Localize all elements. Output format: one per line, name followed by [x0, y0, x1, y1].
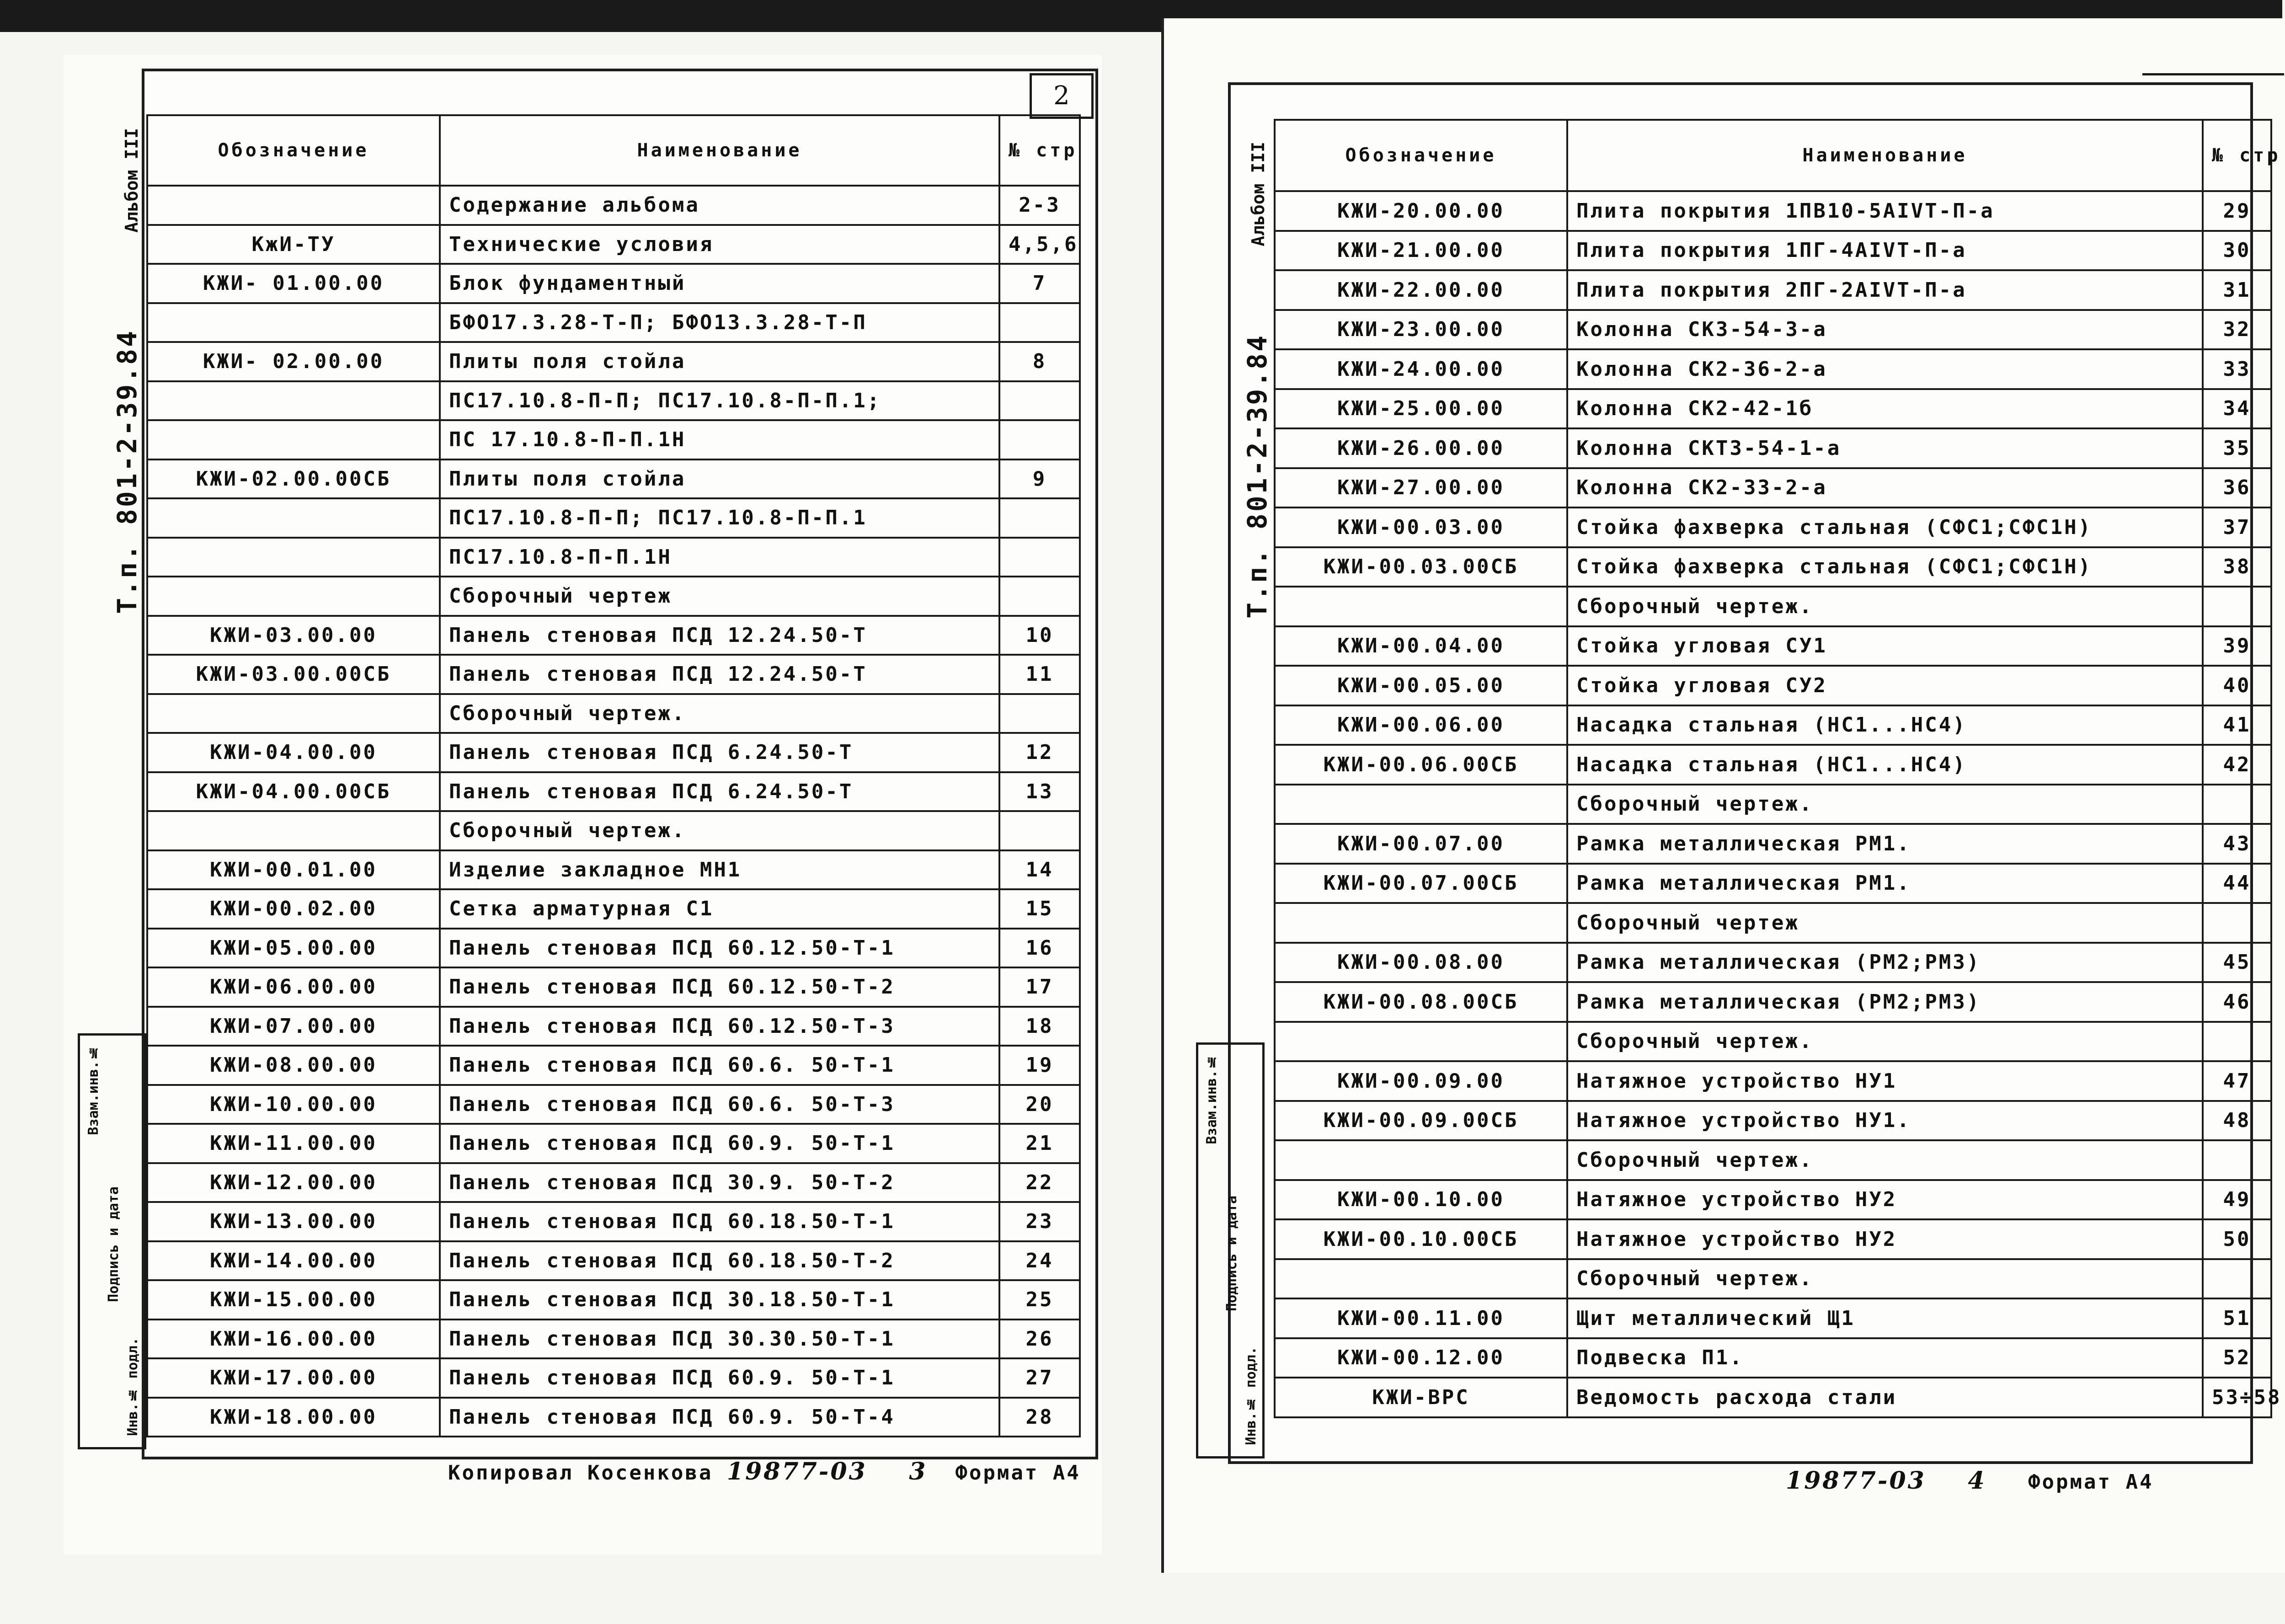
row-name: Плита покрытия 2ПГ-2АIVТ-П-а	[1567, 270, 2203, 310]
row-page: 13	[999, 772, 1080, 812]
row-designation: КЖИ-00.10.00	[1275, 1180, 1567, 1220]
row-page: 22	[999, 1163, 1080, 1202]
row-name: Плита покрытия 1ПВ10-5АIVТ-П-а	[1567, 191, 2203, 231]
row-page: 26	[999, 1320, 1080, 1359]
row-name: Сборочный чертеж	[1567, 903, 2203, 943]
row-designation: КЖИ-11.00.00	[147, 1124, 440, 1163]
row-page: 2-3	[999, 186, 1080, 225]
row-name: Ведомость расхода стали	[1567, 1378, 2203, 1417]
row-name: Плита покрытия 1ПГ-4АIVТ-П-а	[1567, 231, 2203, 271]
row-name: Колонна СК2-33-2-а	[1567, 468, 2203, 508]
footer-doc-number: 19877-03	[726, 1458, 867, 1485]
row-page	[2203, 785, 2271, 824]
row-page: 39	[2203, 626, 2271, 666]
row-page: 20	[999, 1085, 1080, 1124]
row-designation: КЖИ-04.00.00СБ	[147, 772, 440, 812]
contents-row	[147, 459, 1080, 499]
row-designation: КЖИ-05.00.00	[147, 929, 440, 968]
contents-row	[1275, 349, 2271, 389]
contents-row	[147, 225, 1080, 264]
row-name: Панель стеновая ПСД 12.24.50-Т	[440, 655, 999, 694]
row-name: Рамка металлическая (РМ2;РМ3)	[1567, 943, 2203, 983]
right-page	[1161, 18, 2285, 1573]
row-designation: КЖИ-10.00.00	[147, 1085, 440, 1124]
row-designation: КЖИ-21.00.00	[1275, 231, 1567, 271]
row-page: 18	[999, 1007, 1080, 1046]
row-page: 11	[999, 655, 1080, 694]
row-name: Стойка угловая СУ1	[1567, 626, 2203, 666]
footer-format: Формат А4	[955, 1461, 1081, 1485]
row-page	[999, 577, 1080, 616]
footer-name: Косенкова	[587, 1461, 713, 1485]
contents-row	[147, 1398, 1080, 1437]
row-name: Рамка металлическая РМ1.	[1567, 864, 2203, 903]
row-page: 49	[2203, 1180, 2271, 1220]
row-designation	[1275, 1022, 1567, 1062]
row-designation	[147, 381, 440, 421]
row-name: Панель стеновая ПСД 30.9. 50-Т-2	[440, 1163, 999, 1202]
row-page: 17	[999, 967, 1080, 1007]
right-side-code: Т.п. 801-2-39.84	[1242, 334, 1273, 619]
contents-row	[147, 694, 1080, 733]
contents-row	[147, 850, 1080, 890]
row-designation: КЖИ-14.00.00	[147, 1241, 440, 1281]
header-page: № стр	[2203, 120, 2271, 191]
row-page: 7	[999, 264, 1080, 303]
row-name: Сборочный чертеж	[440, 577, 999, 616]
row-designation	[147, 694, 440, 733]
row-name: Панель стеновая ПСД 30.30.50-Т-1	[440, 1320, 999, 1359]
contents-row	[147, 1320, 1080, 1359]
contents-row	[1275, 943, 2271, 983]
row-name: Панель стеновая ПСД 6.24.50-Т	[440, 772, 999, 812]
row-name: ПС17.10.8-П-П; ПС17.10.8-П-П.1;	[440, 381, 999, 421]
row-name: Панель стеновая ПСД 30.18.50-Т-1	[440, 1280, 999, 1320]
footer-sheet: 4	[1968, 1467, 1986, 1495]
row-designation: КЖИ-00.07.00	[1275, 824, 1567, 864]
row-page: 9	[999, 459, 1080, 499]
row-designation: КЖИ-00.08.00	[1275, 943, 1567, 983]
contents-row	[1275, 705, 2271, 745]
row-designation	[147, 811, 440, 850]
footer-sheet: 3	[909, 1458, 928, 1485]
row-page: 8	[999, 342, 1080, 381]
header-designation: Обозначение	[147, 115, 440, 186]
left-page	[64, 55, 1102, 1555]
contents-row	[147, 577, 1080, 616]
row-name: Стойка фахверка стальная (СФС1;СФС1Н)	[1567, 547, 2203, 587]
row-page: 45	[2203, 943, 2271, 983]
row-name: Сборочный чертеж.	[440, 694, 999, 733]
contents-row	[147, 1046, 1080, 1085]
row-page: 32	[2203, 310, 2271, 350]
contents-row	[1275, 903, 2271, 943]
contents-row	[147, 1358, 1080, 1398]
left-footer	[448, 1458, 1081, 1485]
row-name: Колонна СК2-42-1б	[1567, 389, 2203, 429]
row-name: Стойка фахверка стальная (СФС1;СФС1Н)	[1567, 508, 2203, 547]
row-designation	[147, 186, 440, 225]
row-name: Насадка стальная (НС1...НС4)	[1567, 745, 2203, 785]
contents-row	[1275, 270, 2271, 310]
stamp-inv-original: Инв.№ подл.	[1243, 1346, 1259, 1445]
row-name: Технические условия	[440, 225, 999, 264]
row-page: 27	[999, 1358, 1080, 1398]
row-page: 30	[2203, 231, 2271, 271]
row-page: 4,5,6	[999, 225, 1080, 264]
row-designation: КЖИ-00.04.00	[1275, 626, 1567, 666]
row-page	[999, 381, 1080, 421]
row-designation: КЖИ-00.02.00	[147, 889, 440, 929]
footer-format: Формат А4	[2028, 1470, 2154, 1494]
row-page: 25	[999, 1280, 1080, 1320]
contents-row	[1275, 626, 2271, 666]
row-page: 15	[999, 889, 1080, 929]
row-designation: КЖИ-00.03.00	[1275, 508, 1567, 547]
contents-row	[1275, 389, 2271, 429]
row-page: 21	[999, 1124, 1080, 1163]
contents-row	[147, 655, 1080, 694]
row-designation: КЖИ-00.10.00СБ	[1275, 1219, 1567, 1259]
row-name: Колонна СК3-54-3-а	[1567, 310, 2203, 350]
right-stamp	[1196, 1042, 1265, 1458]
row-name: Стойка угловая СУ2	[1567, 666, 2203, 705]
row-designation: КЖИ-00.09.00СБ	[1275, 1101, 1567, 1141]
row-designation	[1275, 785, 1567, 824]
contents-row	[1275, 1140, 2271, 1180]
footer-doc-number: 19877-03	[1786, 1467, 1926, 1495]
row-page: 29	[2203, 191, 2271, 231]
row-name: Сборочный чертеж.	[1567, 1022, 2203, 1062]
contents-row	[1275, 1378, 2271, 1417]
left-side-code: Т.п. 801-2-39.84	[112, 329, 143, 614]
row-designation: КЖИ-27.00.00	[1275, 468, 1567, 508]
row-page: 38	[2203, 547, 2271, 587]
contents-row	[147, 811, 1080, 850]
row-name: ПС 17.10.8-П-П.1Н	[440, 420, 999, 459]
row-name: БФО17.3.28-Т-П; БФО13.3.28-Т-П	[440, 303, 999, 342]
row-designation: КЖИ-15.00.00	[147, 1280, 440, 1320]
row-name: Колонна СКТ3-54-1-а	[1567, 428, 2203, 468]
row-page: 33	[2203, 349, 2271, 389]
row-name: Щит металлический Щ1	[1567, 1298, 2203, 1338]
right-frame-corner	[2142, 73, 2284, 75]
contents-row	[147, 264, 1080, 303]
row-name: Натяжное устройство НУ2	[1567, 1219, 2203, 1259]
row-designation: КЖИ-13.00.00	[147, 1202, 440, 1241]
contents-row	[147, 1163, 1080, 1202]
contents-row	[1275, 1259, 2271, 1299]
row-designation: КЖИ-26.00.00	[1275, 428, 1567, 468]
row-page: 24	[999, 1241, 1080, 1281]
row-designation: КЖИ-00.08.00СБ	[1275, 982, 1567, 1022]
row-name: Панель стеновая ПСД 6.24.50-Т	[440, 733, 999, 772]
row-designation: КЖИ-20.00.00	[1275, 191, 1567, 231]
contents-row	[1275, 547, 2271, 587]
row-page	[2203, 1022, 2271, 1062]
row-designation: КЖИ-00.12.00	[1275, 1338, 1567, 1378]
row-page: 19	[999, 1046, 1080, 1085]
contents-row	[147, 1124, 1080, 1163]
row-page: 41	[2203, 705, 2271, 745]
row-page: 51	[2203, 1298, 2271, 1338]
row-name: Колонна СК2-36-2-а	[1567, 349, 2203, 389]
row-name: Натяжное устройство НУ1.	[1567, 1101, 2203, 1141]
row-designation: КжИ-ТУ	[147, 225, 440, 264]
right-side-album: Альбом III	[1248, 142, 1268, 246]
row-name: Панель стеновая ПСД 12.24.50-Т	[440, 616, 999, 655]
row-page	[999, 420, 1080, 459]
row-name: Панель стеновая ПСД 60.12.50-Т-3	[440, 1007, 999, 1046]
contents-row	[1275, 982, 2271, 1022]
row-page: 40	[2203, 666, 2271, 705]
row-name: Панель стеновая ПСД 60.9. 50-Т-1	[440, 1124, 999, 1163]
contents-row	[1275, 468, 2271, 508]
contents-row	[147, 967, 1080, 1007]
contents-row	[1275, 785, 2271, 824]
row-designation: КЖИ-00.01.00	[147, 850, 440, 890]
row-name: Насадка стальная (НС1...НС4)	[1567, 705, 2203, 745]
contents-row	[1275, 310, 2271, 350]
row-designation	[1275, 903, 1567, 943]
row-designation: КЖИ-03.00.00СБ	[147, 655, 440, 694]
contents-row	[1275, 1219, 2271, 1259]
row-name: Панель стеновая ПСД 60.9. 50-Т-1	[440, 1358, 999, 1398]
row-designation: КЖИ-23.00.00	[1275, 310, 1567, 350]
contents-row	[147, 342, 1080, 381]
row-page	[2203, 1140, 2271, 1180]
row-page: 43	[2203, 824, 2271, 864]
right-footer	[1786, 1467, 2153, 1495]
row-designation: КЖИ-00.11.00	[1275, 1298, 1567, 1338]
row-designation	[147, 577, 440, 616]
row-name: Панель стеновая ПСД 60.18.50-Т-2	[440, 1241, 999, 1281]
row-name: Сетка арматурная С1	[440, 889, 999, 929]
contents-row	[1275, 1101, 2271, 1141]
left-stamp	[78, 1033, 146, 1449]
contents-row	[147, 889, 1080, 929]
contents-row	[147, 1280, 1080, 1320]
contents-row	[1275, 864, 2271, 903]
contents-row	[147, 420, 1080, 459]
contents-row	[1275, 1180, 2271, 1220]
row-name: Изделие закладное МН1	[440, 850, 999, 890]
row-designation: КЖИ-ВРС	[1275, 1378, 1567, 1417]
row-name: Натяжное устройство НУ1	[1567, 1061, 2203, 1101]
contents-row	[1275, 508, 2271, 547]
row-name: Сборочный чертеж.	[440, 811, 999, 850]
contents-row	[1275, 231, 2271, 271]
row-designation: КЖИ-04.00.00	[147, 733, 440, 772]
row-designation: КЖИ-16.00.00	[147, 1320, 440, 1359]
row-page: 14	[999, 850, 1080, 890]
contents-row	[1275, 745, 2271, 785]
row-designation: КЖИ-00.03.00СБ	[1275, 547, 1567, 587]
row-designation: КЖИ-03.00.00	[147, 616, 440, 655]
contents-row	[147, 772, 1080, 812]
row-name: Панель стеновая ПСД 60.9. 50-Т-4	[440, 1398, 999, 1437]
row-page: 44	[2203, 864, 2271, 903]
header-name: Наименование	[440, 115, 999, 186]
row-name: Плиты поля стойла	[440, 342, 999, 381]
row-name: Сборочный чертеж.	[1567, 1259, 2203, 1299]
row-name: Рамка металлическая (РМ2;РМ3)	[1567, 982, 2203, 1022]
row-page: 50	[2203, 1219, 2271, 1259]
row-page: 53÷58	[2203, 1378, 2271, 1417]
row-designation: КЖИ- 01.00.00	[147, 264, 440, 303]
row-name: Сборочный чертеж.	[1567, 785, 2203, 824]
contents-row	[147, 733, 1080, 772]
contents-row	[147, 929, 1080, 968]
row-designation: КЖИ-06.00.00	[147, 967, 440, 1007]
row-designation	[147, 498, 440, 538]
footer-copied: Копировал	[448, 1461, 574, 1485]
contents-row	[147, 1085, 1080, 1124]
row-designation	[147, 303, 440, 342]
row-page: 52	[2203, 1338, 2271, 1378]
contents-row	[147, 498, 1080, 538]
row-page: 37	[2203, 508, 2271, 547]
row-designation: КЖИ-00.05.00	[1275, 666, 1567, 705]
row-designation: КЖИ-25.00.00	[1275, 389, 1567, 429]
row-page: 28	[999, 1398, 1080, 1437]
row-page	[999, 303, 1080, 342]
row-name: Сборочный чертеж.	[1567, 1140, 2203, 1180]
row-name: Подвеска П1.	[1567, 1338, 2203, 1378]
header-designation: Обозначение	[1275, 120, 1567, 191]
row-name: Рамка металлическая РМ1.	[1567, 824, 2203, 864]
contents-row	[1275, 824, 2271, 864]
contents-row	[1275, 1061, 2271, 1101]
row-name: ПС17.10.8-П-П; ПС17.10.8-П-П.1	[440, 498, 999, 538]
row-page	[999, 694, 1080, 733]
row-page: 35	[2203, 428, 2271, 468]
row-designation: КЖИ-00.06.00	[1275, 705, 1567, 745]
row-name: Плиты поля стойла	[440, 459, 999, 499]
stamp-inv-replace: Взам.инв.№	[1204, 1054, 1220, 1144]
left-contents-table	[146, 114, 1081, 1437]
row-designation: КЖИ-18.00.00	[147, 1398, 440, 1437]
row-name: Сборочный чертеж.	[1567, 587, 2203, 626]
row-designation: КЖИ- 02.00.00	[147, 342, 440, 381]
row-name: Натяжное устройство НУ2	[1567, 1180, 2203, 1220]
row-page	[999, 498, 1080, 538]
contents-row	[147, 538, 1080, 577]
contents-row	[147, 186, 1080, 225]
row-page	[999, 811, 1080, 850]
row-name: ПС17.10.8-П-П.1Н	[440, 538, 999, 577]
row-designation: КЖИ-00.07.00СБ	[1275, 864, 1567, 903]
row-page: 23	[999, 1202, 1080, 1241]
header-page: № стр	[999, 115, 1080, 186]
row-page: 10	[999, 616, 1080, 655]
row-page: 46	[2203, 982, 2271, 1022]
row-name: Панель стеновая ПСД 60.12.50-Т-2	[440, 967, 999, 1007]
row-name: Панель стеновая ПСД 60.12.50-Т-1	[440, 929, 999, 968]
row-designation: КЖИ-17.00.00	[147, 1358, 440, 1398]
row-page: 31	[2203, 270, 2271, 310]
row-name: Блок фундаментный	[440, 264, 999, 303]
row-page: 48	[2203, 1101, 2271, 1141]
row-page: 34	[2203, 389, 2271, 429]
row-designation	[147, 420, 440, 459]
contents-row	[147, 1241, 1080, 1281]
row-page	[2203, 587, 2271, 626]
contents-row	[1275, 1338, 2271, 1378]
row-page: 12	[999, 733, 1080, 772]
contents-row	[147, 616, 1080, 655]
contents-row	[1275, 1022, 2271, 1062]
row-designation: КЖИ-24.00.00	[1275, 349, 1567, 389]
right-contents-table	[1274, 119, 2282, 1418]
row-designation: КЖИ-02.00.00СБ	[147, 459, 440, 499]
row-page: 47	[2203, 1061, 2271, 1101]
stamp-signature-date: Подпись и дата	[1224, 1196, 1240, 1311]
contents-row	[1275, 428, 2271, 468]
contents-row	[1275, 587, 2271, 626]
row-designation: КЖИ-22.00.00	[1275, 270, 1567, 310]
row-designation: КЖИ-00.06.00СБ	[1275, 745, 1567, 785]
contents-row	[147, 1202, 1080, 1241]
row-designation	[1275, 587, 1567, 626]
row-designation: КЖИ-07.00.00	[147, 1007, 440, 1046]
row-name: Содержание альбома	[440, 186, 999, 225]
row-designation	[1275, 1140, 1567, 1180]
stamp-inv-replace: Взам.инв.№	[85, 1045, 101, 1135]
row-name: Панель стеновая ПСД 60.6. 50-Т-1	[440, 1046, 999, 1085]
contents-row	[1275, 666, 2271, 705]
row-page: 36	[2203, 468, 2271, 508]
row-designation: КЖИ-00.09.00	[1275, 1061, 1567, 1101]
row-page: 42	[2203, 745, 2271, 785]
row-name: Панель стеновая ПСД 60.18.50-Т-1	[440, 1202, 999, 1241]
contents-row	[147, 1007, 1080, 1046]
row-designation: КЖИ-12.00.00	[147, 1163, 440, 1202]
contents-row	[147, 303, 1080, 342]
contents-row	[147, 381, 1080, 421]
row-designation	[147, 538, 440, 577]
stamp-inv-original: Инв.№ подл.	[125, 1337, 141, 1436]
contents-row	[1275, 1298, 2271, 1338]
left-page-number: 2	[1030, 73, 1094, 119]
row-name: Панель стеновая ПСД 60.6. 50-Т-3	[440, 1085, 999, 1124]
row-page	[2203, 1259, 2271, 1299]
row-designation	[1275, 1259, 1567, 1299]
row-page	[999, 538, 1080, 577]
row-designation: КЖИ-08.00.00	[147, 1046, 440, 1085]
contents-row	[1275, 191, 2271, 231]
header-name: Наименование	[1567, 120, 2203, 191]
row-page: 16	[999, 929, 1080, 968]
row-page	[2203, 903, 2271, 943]
left-side-album: Альбом III	[122, 128, 142, 233]
stamp-signature-date: Подпись и дата	[106, 1186, 122, 1302]
